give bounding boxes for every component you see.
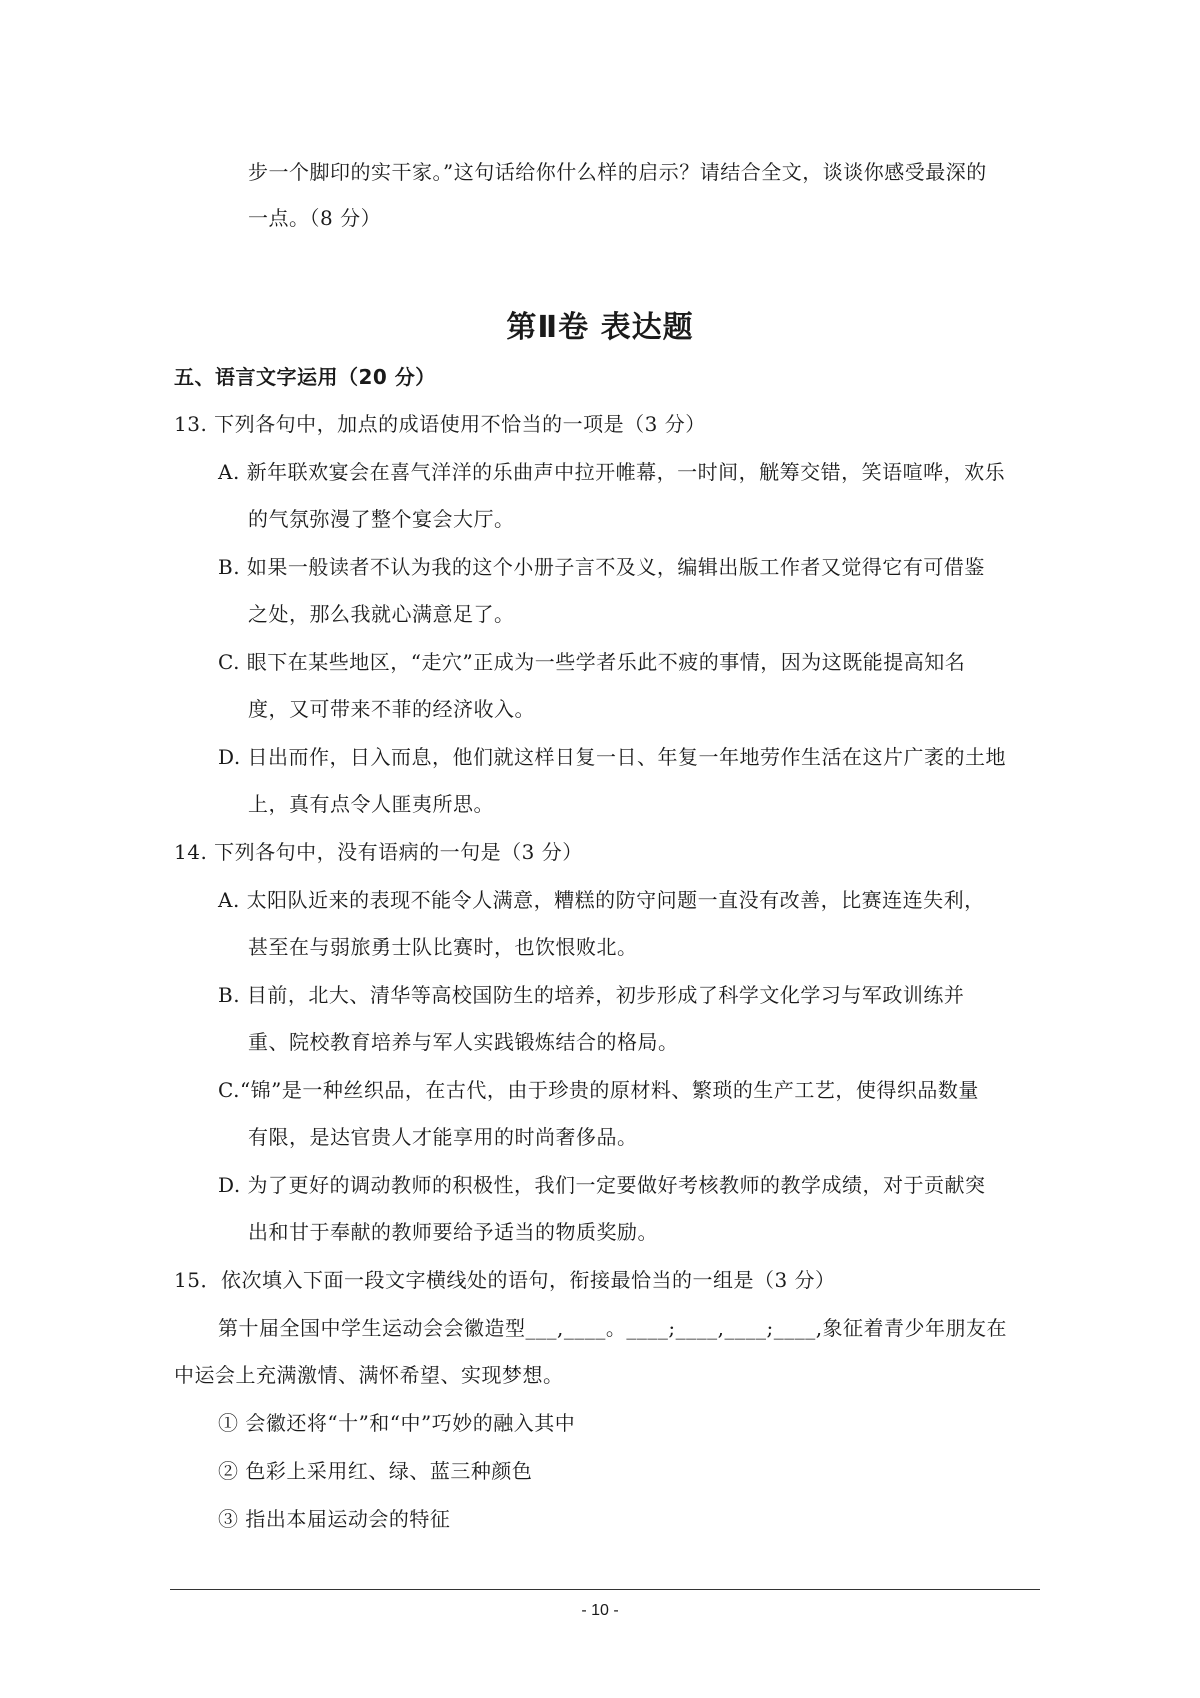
page-number: - 10 - bbox=[581, 1602, 619, 1619]
q13-option-d-line1: D. 日出而作，日入而息，他们就这样日复一日、年复一年地劳作生活在这片广袤的土地 bbox=[218, 745, 1007, 769]
q14-option-b-line1: B. 目前，北大、清华等高校国防生的培养，初步形成了科学文化学习与军政训练并 bbox=[218, 983, 965, 1007]
q15-item-3: ③ 指出本届运动会的特征 bbox=[218, 1507, 451, 1531]
q14-option-a-line1: A. 太阳队近来的表现不能令人满意，糟糕的防守问题一直没有改善，比赛连连失利， bbox=[218, 888, 985, 912]
q13-option-c-line1: C. 眼下在某些地区，“走穴”正成为一些学者乐此不疲的事情，因为这既能提高知名 bbox=[218, 650, 966, 674]
q15-passage-line1: 第十届全国中学生运动会会徽造型___,____。____;____,____;____,象征着青少年朋友在 bbox=[218, 1316, 1008, 1340]
q14-option-d-line2: 出和甘于奉献的教师要给予适当的物质奖励。 bbox=[248, 1220, 658, 1244]
q13-option-b-line1: B. 如果一般读者不认为我的这个小册子言不及义，编辑出版工作者又觉得它有可借鉴 bbox=[218, 555, 985, 579]
q15-stem: 15．依次填入下面一段文字横线处的语句，衔接最恰当的一组是（3 分） bbox=[174, 1268, 836, 1292]
q13-option-b-line2: 之处，那么我就心满意足了。 bbox=[248, 602, 515, 626]
continuation-line-1: 步一个脚印的实干家。”这句话给你什么样的启示？请结合全文，谈谈你感受最深的 bbox=[248, 160, 987, 184]
volume-title: 第Ⅱ卷 表达题 bbox=[506, 310, 694, 345]
q13-option-d-line2: 上，真有点令人匪夷所思。 bbox=[248, 792, 494, 816]
q14-option-b-line2: 重、院校教育培养与军人实践锻炼结合的格局。 bbox=[248, 1030, 679, 1054]
q14-option-a-line2: 甚至在与弱旅勇士队比赛时，也饮恨败北。 bbox=[248, 935, 638, 959]
q15-passage-line2: 中运会上充满激情、满怀希望、实现梦想。 bbox=[174, 1363, 564, 1387]
q13-option-c-line2: 度，又可带来不菲的经济收入。 bbox=[248, 697, 535, 721]
q14-option-c-line1: C.“锦”是一种丝织品，在古代，由于珍贵的原材料、繁琐的生产工艺，使得织品数量 bbox=[218, 1078, 979, 1102]
q13-option-a-line2: 的气氛弥漫了整个宴会大厅。 bbox=[248, 507, 515, 531]
continuation-line-2: 一点。（8 分） bbox=[248, 206, 382, 230]
q15-item-1: ① 会徽还将“十”和“中”巧妙的融入其中 bbox=[218, 1411, 576, 1435]
q15-item-2: ② 色彩上采用红、绿、蓝三种颜色 bbox=[218, 1459, 533, 1483]
q14-option-d-line1: D. 为了更好的调动教师的积极性，我们一定要做好考核教师的教学成绩，对于贡献突 bbox=[218, 1173, 986, 1197]
q13-option-a-line1: A. 新年联欢宴会在喜气洋洋的乐曲声中拉开帷幕，一时间，觥筹交错，笑语喧哗，欢乐 bbox=[218, 460, 1006, 484]
q14-stem: 14. 下列各句中，没有语病的一句是（3 分） bbox=[174, 840, 583, 864]
section-heading: 五、语言文字运用（20 分） bbox=[174, 365, 436, 389]
q14-option-c-line2: 有限，是达官贵人才能享用的时尚奢侈品。 bbox=[248, 1125, 638, 1149]
q13-stem: 13. 下列各句中，加点的成语使用不恰当的一项是（3 分） bbox=[174, 412, 706, 436]
footer-divider bbox=[170, 1589, 1040, 1590]
